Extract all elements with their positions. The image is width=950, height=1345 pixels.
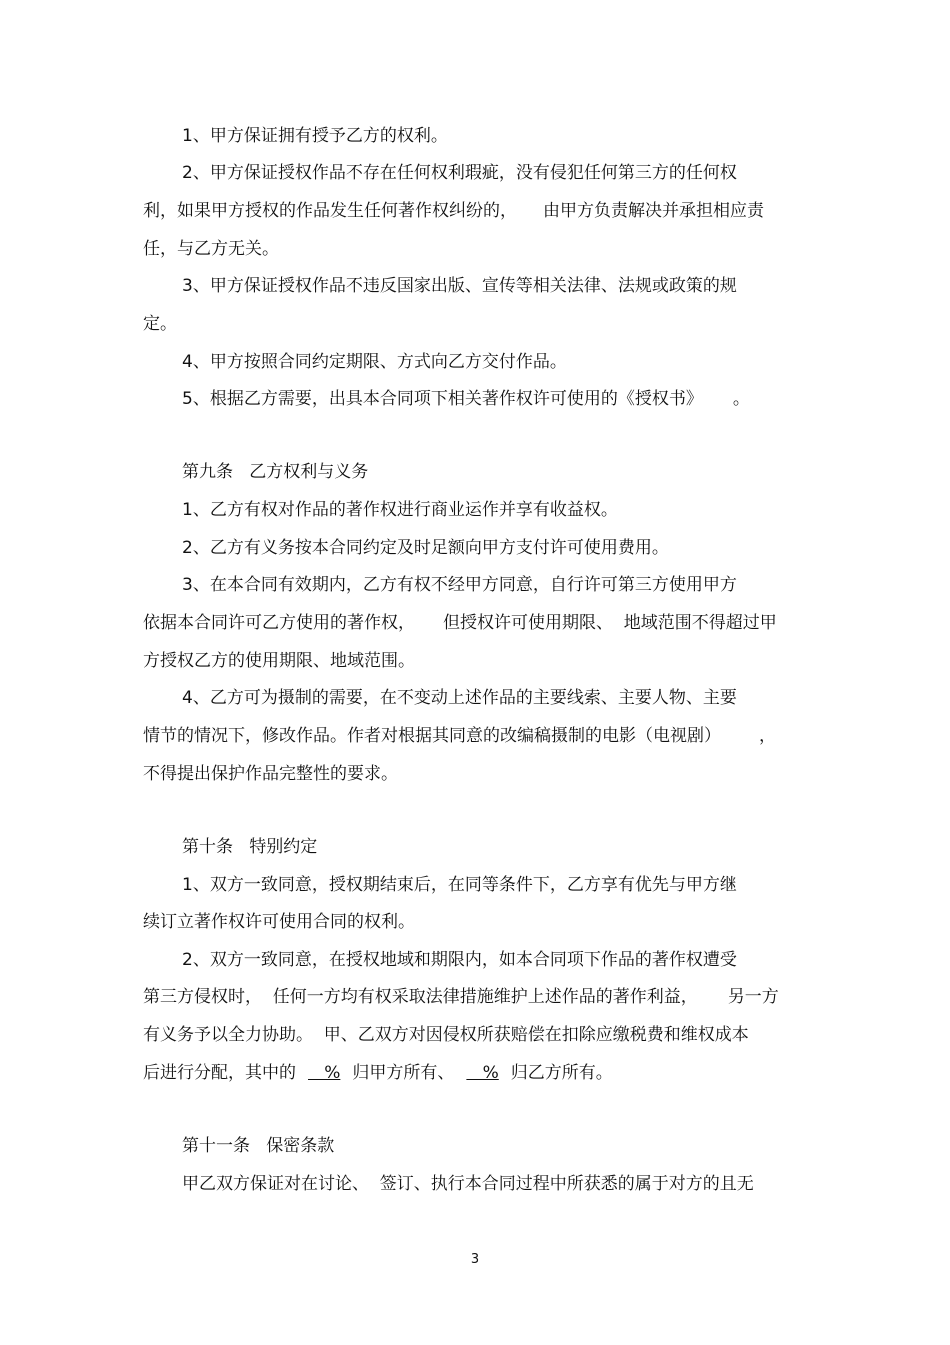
clause-9-item-1: 1、乙方有权对作品的著作权进行商业运作并享有收益权。 xyxy=(182,500,618,520)
clause-8-item-2-end: 任，与乙方无关。 xyxy=(143,239,279,259)
clause-10-heading: 第十条 特别约定 xyxy=(182,837,318,857)
clause-10-item-1: 1、双方一致同意，授权期结束后，在同等条件下，乙方享有优先与甲方继 xyxy=(182,875,737,895)
clause-10-item-2-cont: 第三方侵权时， 任何一方均有权采取法律措施维护上述作品的著作利益， 另一方 xyxy=(143,987,779,1007)
clause-10-item-2: 2、双方一致同意，在授权地域和期限内，如本合同项下作品的著作权遭受 xyxy=(182,950,737,970)
clause-8-item-3: 3、甲方保证授权作品不违反国家出版、宣传等相关法律、法规或政策的规 xyxy=(182,276,737,296)
clause-9-heading: 第九条 乙方权利与义务 xyxy=(182,462,369,482)
clause-8-item-2-cont: 利，如果甲方授权的作品发生任何著作权纠纷的， 由甲方负责解决并承担相应责 xyxy=(143,201,764,221)
clause-9-item-4-cont: 情节的情况下，修改作品。作者对根据其同意的改编稿摄制的电影（电视剧） ， xyxy=(143,726,776,746)
clause-9-item-2: 2、乙方有义务按本合同约定及时足额向甲方支付许可使用费用。 xyxy=(182,538,669,558)
clause-11-body: 甲乙双方保证对在讨论、 签订、执行本合同过程中所获悉的属于对方的且无 xyxy=(182,1174,754,1194)
share-percent-party-a: % xyxy=(308,1063,341,1083)
clause-9-item-3-cont: 依据本合同许可乙方使用的著作权， 但授权许可使用期限、 地域范围不得超过甲 xyxy=(143,613,777,633)
clause-9-item-3-end: 方授权乙方的使用期限、地域范围。 xyxy=(143,651,415,671)
share-percent-party-b: % xyxy=(466,1063,499,1083)
clause-9-item-4: 4、乙方可为摄制的需要，在不变动上述作品的主要线索、主要人物、主要 xyxy=(182,688,737,708)
clause-10-item-2-cont2: 有义务予以全力协助。 甲、乙双方对因侵权所获赔偿在扣除应缴税费和维权成本 xyxy=(143,1025,749,1045)
clause-9-item-3: 3、在本合同有效期内，乙方有权不经甲方同意，自行许可第三方使用甲方 xyxy=(182,575,737,595)
clause-11-heading: 第十一条 保密条款 xyxy=(182,1136,335,1156)
clause-8-item-1: 1、甲方保证拥有授予乙方的权利。 xyxy=(182,126,448,146)
clause-8-item-2: 2、甲方保证授权作品不存在任何权利瑕疵，没有侵犯任何第三方的任何权 xyxy=(182,163,737,183)
clause-10-item-1-end: 续订立著作权许可使用合同的权利。 xyxy=(143,912,415,932)
clause-8-item-4: 4、甲方按照合同约定期限、方式向乙方交付作品。 xyxy=(182,352,567,372)
clause-10-item-2-end: 后进行分配，其中的 % 归甲方所有、 % 归乙方所有。 xyxy=(143,1063,613,1083)
clause-8-item-3-end: 定。 xyxy=(143,314,177,334)
clause-9-item-4-end: 不得提出保护作品完整性的要求。 xyxy=(143,764,398,784)
page-number: 3 xyxy=(470,1252,480,1267)
clause-8-item-5: 5、根据乙方需要，出具本合同项下相关著作权许可使用的《授权书》 。 xyxy=(182,389,750,409)
